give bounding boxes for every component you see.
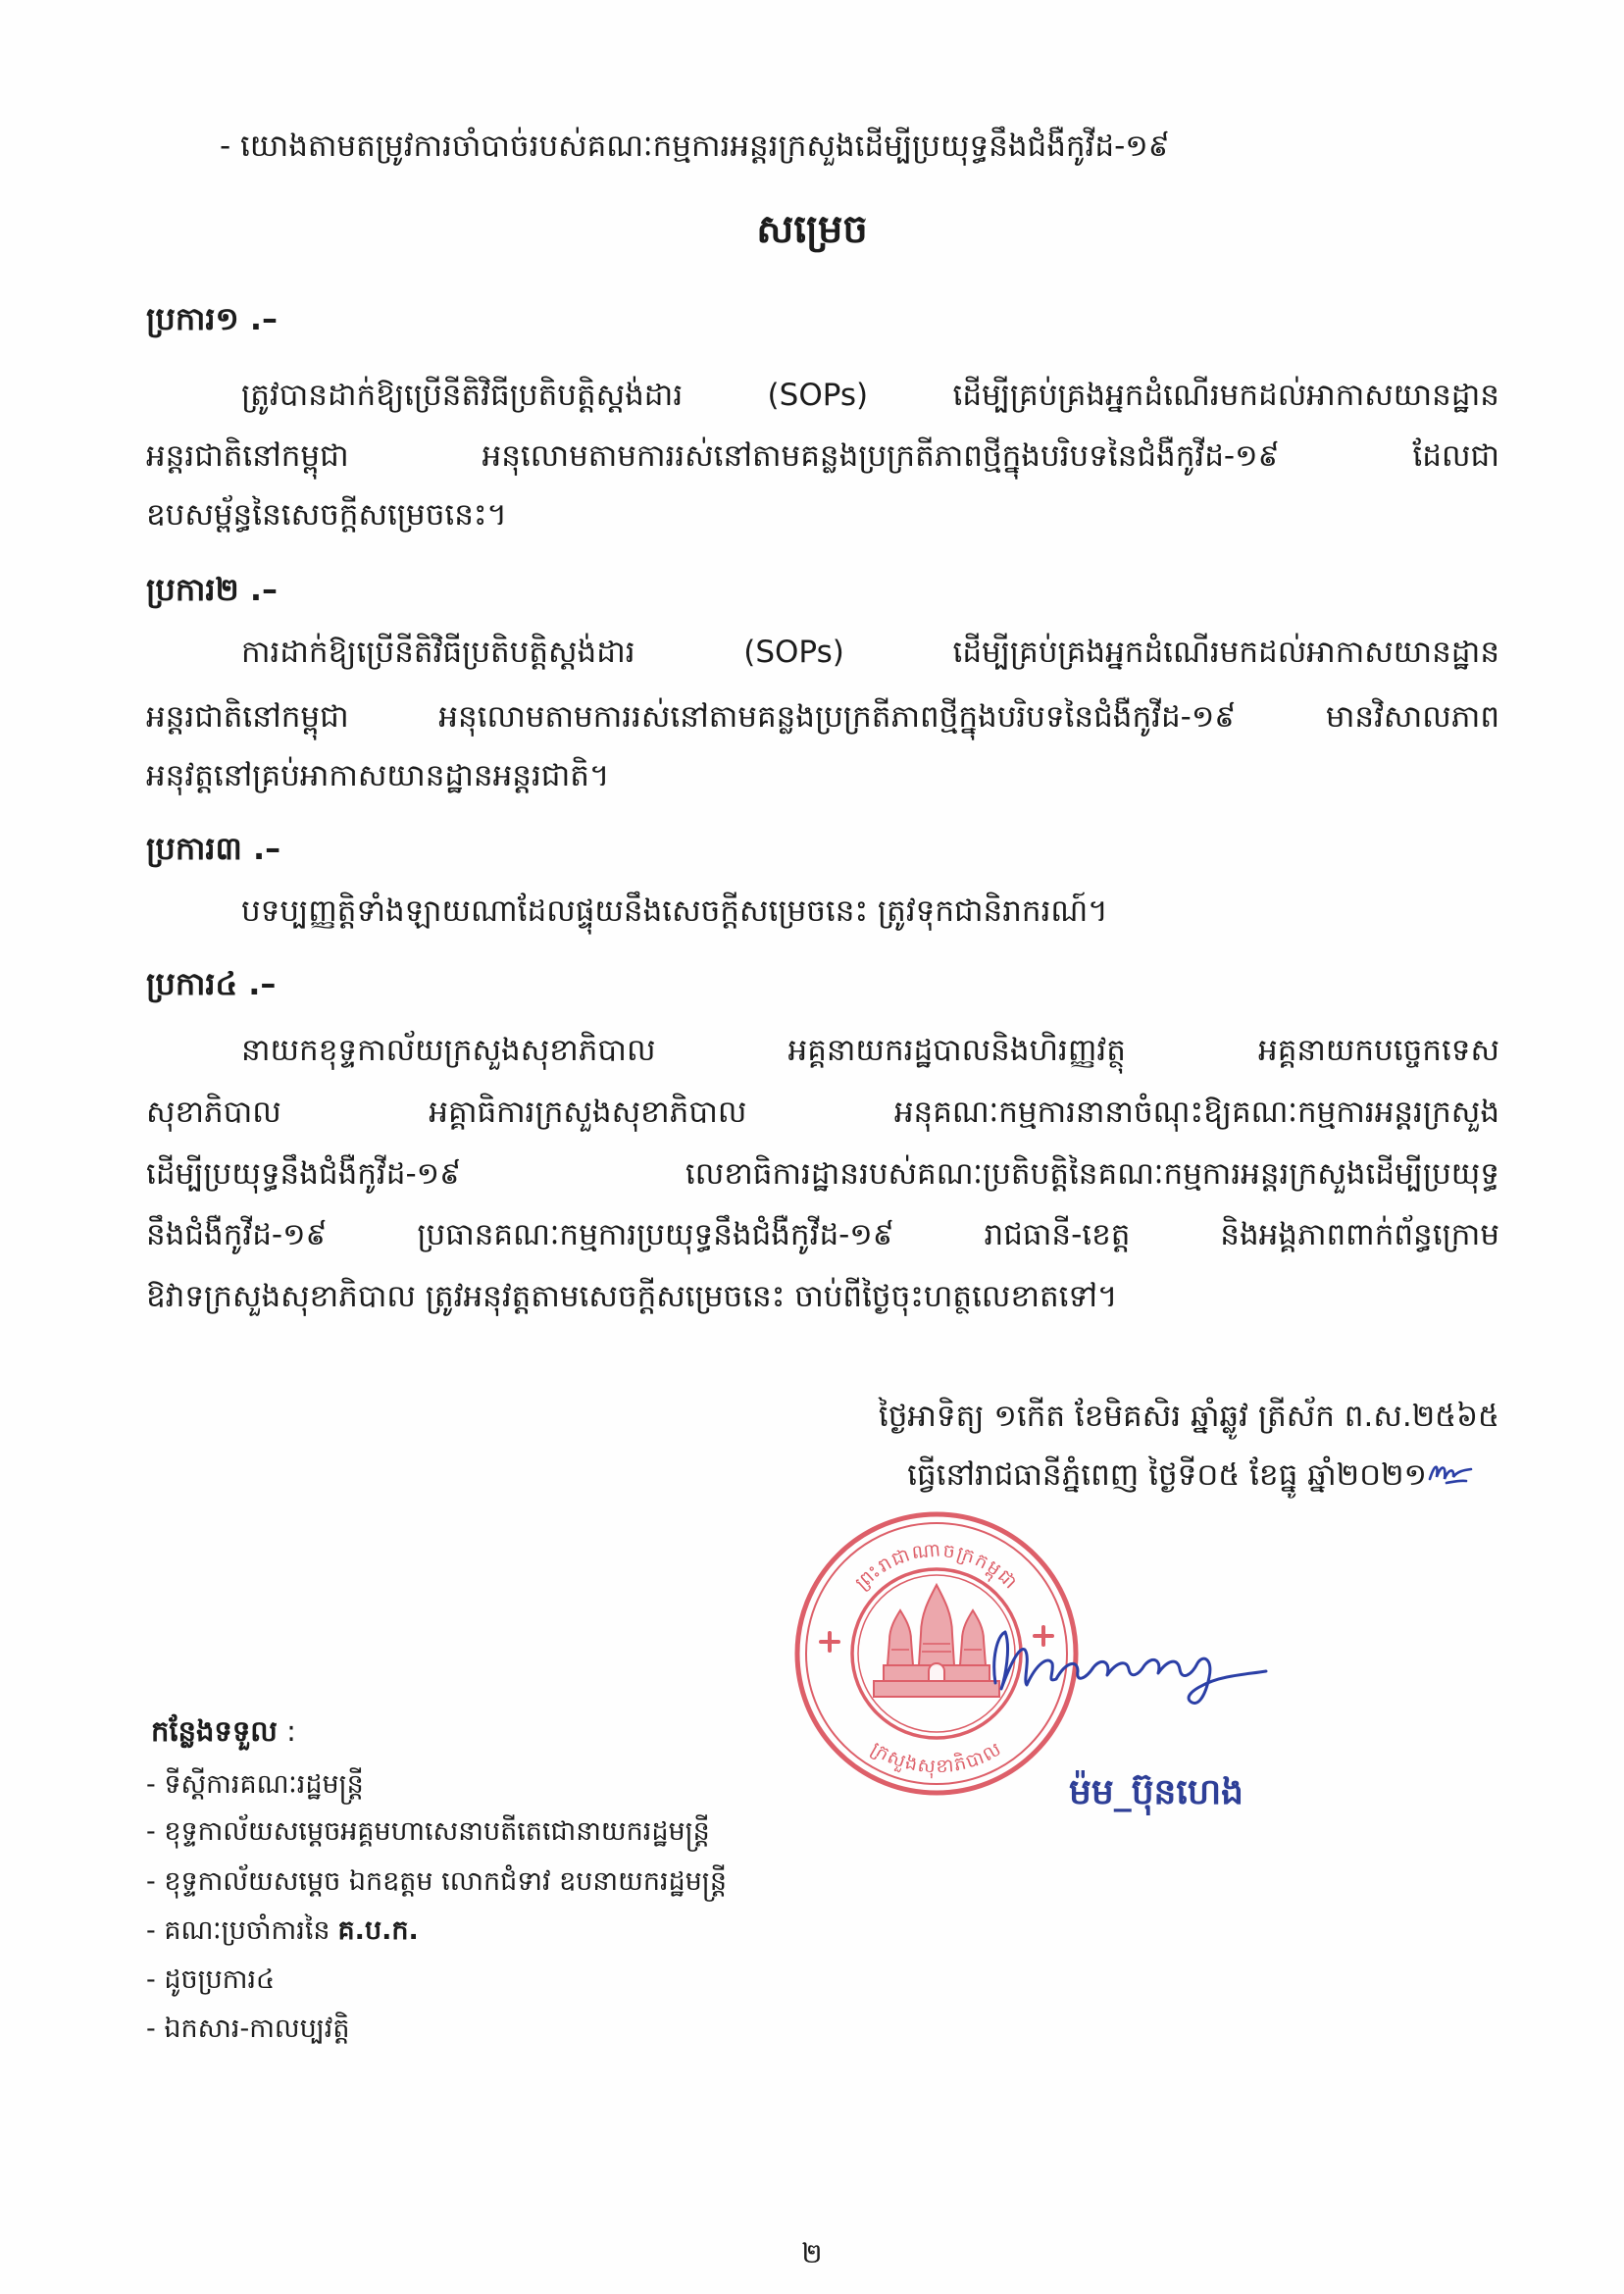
place-and-date: ធ្វើនៅរាជធានីភ្នំពេញ ថ្ងៃទី០៥ ខែធ្នូ ឆ្នាំ២០២១ [907, 1457, 1427, 1493]
article-2-line-3: អនុវត្តនៅគ្រប់អាកាសយានដ្ឋានអន្តរជាតិ។ [146, 758, 610, 793]
recipients-heading-colon: : [277, 1714, 296, 1748]
article-4-line-4: នឹងជំងឺកូវីដ-១៩ ប្រធានគណៈកម្មការប្រយុទ្ធនឹងជំងឺកូវីដ-១៩ រាជធានី-ខេត្ត និងអង្គភាពពាក់ព័ន្ធក្រោម [146, 1217, 1499, 1252]
article-1-line-3: ឧបសម្ព័ន្ធនៃសេចក្តីសម្រេចនេះ។ [146, 497, 507, 533]
article-2-line-1: ការដាក់ឱ្យប្រើនីតិវិធីប្រតិបត្តិស្តង់ដារ (SOPs) ដើម្បីគ្រប់គ្រងអ្នកដំណើរមកដល់អាកាសយានដ្ឋាន [241, 635, 1499, 670]
article-4-line-3: ដើម្បីប្រយុទ្ធនឹងជំងឺកូវីដ-១៩ លេខាធិការដ្ឋានរបស់គណៈប្រតិបត្តិនៃគណៈកម្មការអន្តរក្រសួងដើម្បីប្រយុទ្ធ [146, 1156, 1499, 1192]
article-4-heading: ប្រការ៤ .– [146, 965, 277, 1002]
article-2-line-2: អន្តរជាតិនៅកម្ពុជា អនុលោមតាមការរស់នៅតាមគន្លងប្រក្រតីភាពថ្មីក្នុងបរិបទនៃជំងឺកូវីដ-១៩ មានវិសាលភាព [146, 699, 1499, 735]
article-2-heading: ប្រការ២ .– [146, 571, 278, 608]
decision-heading: សម្រេច [756, 207, 868, 252]
article-4-line-2: សុខាភិបាល អគ្គាធិការក្រសួងសុខាភិបាល អនុគណៈកម្មការនានាចំណុះឱ្យគណៈកម្មការអន្តរក្រសួង [146, 1095, 1499, 1130]
recipient-item: - ឯកសារ-កាលប្បវត្តិ [146, 2014, 350, 2044]
article-4-line-5: ឱវាទក្រសួងសុខាភិបាល ត្រូវអនុវត្តតាមសេចក្តីសម្រេចនេះ ចាប់ពីថ្ងៃចុះហត្ថលេខាតទៅ។ [146, 1279, 1118, 1314]
article-3-line-1: បទប្បញ្ញត្តិទាំងឡាយណាដែលផ្ទុយនឹងសេចក្តីសម្រេចនេះ ត្រូវទុកជានិរាករណ៍។ [241, 893, 1108, 929]
recipients-heading-label: កន្លែងទទួល [151, 1714, 278, 1748]
article-1-heading: ប្រការ១ .– [146, 300, 278, 337]
article-4-line-1: នាយកខុទ្ទកាល័យក្រសួងសុខាភិបាល អគ្គនាយករដ្ឋបាលនិងហិរញ្ញវត្ថុ អគ្គនាយកបច្ចេកទេស [241, 1033, 1499, 1068]
recipient-item: - ដូចប្រការ៤ [146, 1964, 276, 1995]
recipient-item-abbreviation: គ.ប.ក. [337, 1915, 419, 1946]
recipient-item: - ខុទ្ទកាល័យសម្តេចអគ្គមហាសេនាបតីតេជោនាយករដ្ឋមន្ត្រី [146, 1816, 710, 1847]
signatory-name: ម៉ម_ប៊ុនហេង [1069, 1772, 1243, 1812]
seal-top-text: ព្រះរាជាណាចក្រកម្ពុជា [850, 1539, 1023, 1595]
signature [976, 1599, 1270, 1716]
recipients-heading [151, 1709, 1034, 1753]
article-3-heading: ប្រការ៣ .– [146, 830, 281, 867]
recipient-item: - ទីស្តីការគណៈរដ្ឋមន្ត្រី [146, 1769, 364, 1800]
initial-mark-icon [1427, 1455, 1474, 1489]
seal-bottom-text: ក្រសួងសុខាភិបាល [867, 1737, 1006, 1778]
article-1-line-1: ត្រូវបានដាក់ឱ្យប្រើនីតិវិធីប្រតិបត្តិស្តង់ដារ (SOPs) ដើម្បីគ្រប់គ្រងអ្នកដំណើរមកដល់អាកាសយានដ្ឋាន [241, 378, 1499, 413]
recipient-item-prefix: - គណៈប្រចាំការនៃ [146, 1915, 330, 1946]
page-number: ២ [801, 2237, 823, 2269]
recipient-item: - ខុទ្ទកាល័យសម្តេច ឯកឧត្តម លោកជំទាវ ឧបនាយករដ្ឋមន្ត្រី [146, 1866, 727, 1897]
recipient-item [146, 1910, 1029, 1953]
preamble-line: - យោងតាមតម្រូវការចាំបាច់របស់គណៈកម្មការអន្តរក្រសួងដើម្បីប្រយុទ្ធនឹងជំងឺកូវីដ-១៩ [220, 128, 1170, 164]
article-1-line-2: អន្តរជាតិនៅកម្ពុជា អនុលោមតាមការរស់នៅតាមគន្លងប្រក្រតីភាពថ្មីក្នុងបរិបទនៃជំងឺកូវីដ-១៩ ដែលជា [146, 438, 1499, 474]
lunar-date: ថ្ងៃអាទិត្យ ១កើត ខែមិគសិរ ឆ្នាំឆ្លូវ ត្រីស័ក ព.ស.២៥៦៥ [878, 1399, 1499, 1434]
